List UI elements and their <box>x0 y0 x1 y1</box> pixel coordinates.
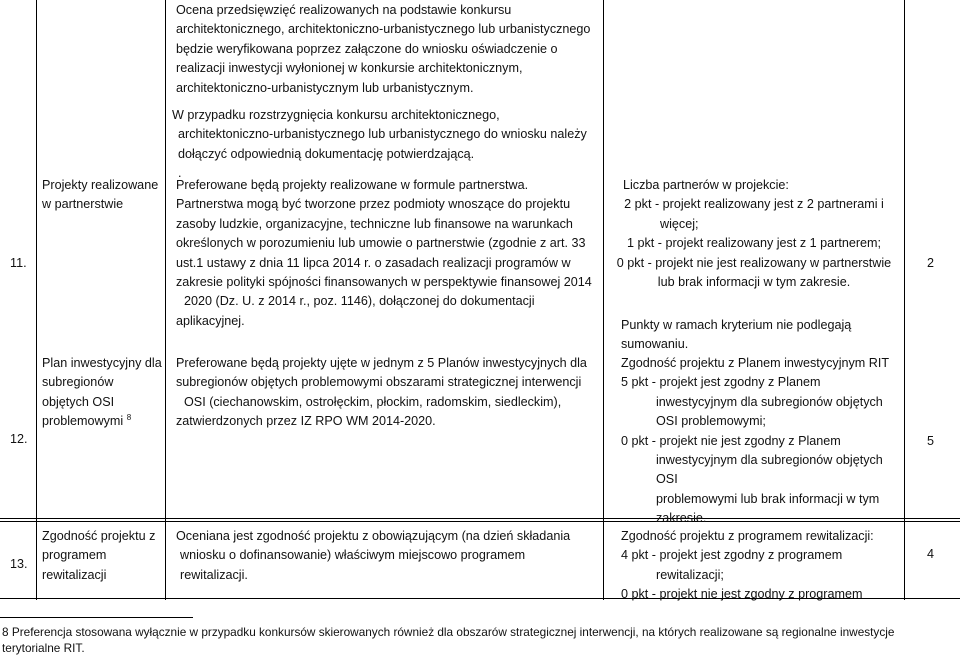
text-line: 4 pkt - projekt jest zgodny z programem <box>621 548 843 563</box>
text-line: Plan inwestycyjny dla <box>42 356 162 370</box>
text-line: 2 pkt - projekt realizowany jest z 2 partnerami i <box>624 197 884 212</box>
text-line <box>42 412 164 431</box>
text-line: Preferowane będą projekty ujęte w jednym z 5 Planów inwestycyjnych dla <box>176 356 587 370</box>
text-line: inwestycyjnym dla subregionów objętych OSI <box>656 453 883 487</box>
text-line: określonych w porozumieniu lub umowie o partnerstwie (zgodnie z art. 33 <box>176 236 586 251</box>
footnote-line: 8 Preferencja stosowana wyłącznie w przypadku konkursów skierowanych również dla obszarów strategicznej interwencji, na których realizowane są regionalne inwestycje <box>2 625 895 639</box>
text-line: ust.1 ustawy z dnia 11 lipca 2014 r. o zasadach realizacji programów w <box>176 255 571 270</box>
text-line: subregionów objętych problemowymi obszarami strategicznej interwencji <box>176 375 582 390</box>
text-line: zasoby ludzkie, organizacyjne, techniczne lub finansowe na warunkach <box>176 216 573 231</box>
points-value: 2 <box>927 256 935 270</box>
text-line: Zgodność projektu z Planem inwestycyjnym RIT <box>621 356 890 370</box>
text-line: 0 pkt - projekt nie jest zgodny z programem <box>621 587 863 602</box>
text-line: zatwierdzonych przez IZ RPO WM 2014-2020. <box>176 414 436 429</box>
text-line: 0 pkt - projekt nie jest zgodny z Planem <box>621 433 841 448</box>
criterion-description <box>176 176 602 331</box>
text-line: programem <box>42 548 107 563</box>
top-text <box>176 1 601 98</box>
row-number: 11. <box>10 256 27 270</box>
text-line: inwestycyjnym dla subregionów objętych <box>656 394 883 409</box>
text-line: . <box>178 166 182 181</box>
grid-line <box>904 0 905 600</box>
text-line: architektoniczno-urbanistycznym lub urbanistycznym. <box>176 80 474 95</box>
text-line: Zgodność projektu z <box>42 529 156 543</box>
points-value: 4 <box>927 547 935 561</box>
text-line: Partnerstwa mogą być tworzone przez podmioty wnoszące do projektu <box>176 197 571 212</box>
criterion-description <box>176 354 602 432</box>
text-line: 1 pkt - projekt realizowany jest z 1 partnerem; <box>626 236 882 251</box>
text-line: 2020 (Dz. U. z 2014 r., poz. 1146), dołączonej do dokumentacji <box>184 294 535 309</box>
text-line: realizacji inwestycji wyłonionej w konkursie architektonicznym, <box>176 61 523 76</box>
text-line: aplikacyjnej. <box>176 313 245 328</box>
row-number: 12. <box>10 432 28 446</box>
text-line: objętych OSI <box>42 394 115 409</box>
footnote-line: terytorialne RIT. <box>2 641 85 656</box>
grid-line <box>165 0 166 600</box>
criterion-name <box>42 527 164 585</box>
text-line: Projekty realizowane <box>42 178 159 192</box>
criterion-name <box>42 176 164 215</box>
text-line: problemowymi lub brak informacji w tym <box>656 491 880 506</box>
scoring-rules <box>606 354 904 529</box>
text-line: 5 pkt - projekt jest zgodny z Planem <box>621 375 821 390</box>
points-value: 5 <box>927 434 935 448</box>
text-line: Ocena przedsięwzięć realizowanych na podstawie konkursu <box>176 3 512 17</box>
row-number: 13. <box>10 557 28 571</box>
text-line: rewitalizacji; <box>656 567 724 582</box>
scoring-rules <box>606 527 904 605</box>
text-line: więcej; <box>660 216 699 231</box>
text-line: rewitalizacji. <box>180 567 248 582</box>
text-line: wniosku o dofinansowanie) właściwym miejscowo programem <box>180 548 526 563</box>
grid-line <box>603 0 604 600</box>
text-line: lub brak informacji w tym zakresie. <box>657 275 851 290</box>
text-line: OSI (ciechanowskim, ostrołęckim, płockim, radomskim, siedleckim), <box>184 394 562 409</box>
text-line: 0 pkt - projekt nie jest realizowany w partnerstwie <box>616 255 892 270</box>
scoring-note <box>621 316 901 355</box>
footnote-marker: 8 <box>126 413 132 423</box>
scoring-rules <box>606 176 902 292</box>
text-line: Liczba partnerów w projekcie: <box>623 178 789 192</box>
text-line: Preferowane będą projekty realizowane w formule partnerstwa. <box>176 178 529 192</box>
text-line: będzie weryfikowana poprzez załączone do wniosku oświadczenie o <box>176 41 558 56</box>
text-line: architektonicznego, architektoniczno-urbanistycznego lub urbanistycznego <box>176 22 591 37</box>
footnote-separator <box>0 617 193 618</box>
text-line: subregionów <box>42 375 114 390</box>
grid-line <box>36 0 37 600</box>
text-line: architektoniczno-urbanistycznego lub urbanistycznego do wniosku należy <box>178 127 587 142</box>
text-line: sumowaniu. <box>621 337 689 352</box>
text-line: W przypadku rozstrzygnięcia konkursu architektonicznego, <box>172 108 500 122</box>
criterion-description <box>176 527 602 585</box>
text-line: rewitalizacji <box>42 567 107 582</box>
documentation-text <box>172 106 602 184</box>
text-line: dołączyć odpowiednią dokumentację potwierdzającą. <box>178 146 475 161</box>
text-line: w partnerstwie <box>42 197 124 212</box>
text-line: zakresie. <box>656 511 707 526</box>
text-line: Zgodność projektu z programem rewitalizacji: <box>621 529 874 543</box>
text-line: zakresie polityki spójności finansowanych w perspektywie finansowej 2014 <box>176 275 592 290</box>
criterion-name <box>42 354 164 432</box>
text-line: Punkty w ramach kryterium nie podlegają <box>621 318 852 332</box>
text-line: Oceniana jest zgodność projektu z obowiązującym (na dzień składania <box>176 529 571 543</box>
footnote <box>2 624 952 656</box>
text-line: OSI problemowymi; <box>656 414 766 429</box>
text-span: problemowymi <box>42 414 124 429</box>
